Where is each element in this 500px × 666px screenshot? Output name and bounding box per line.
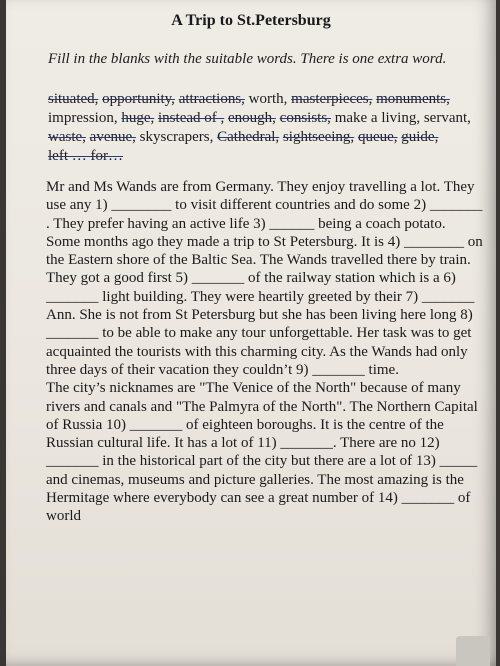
word-bank-item: masterpieces,	[291, 91, 373, 107]
word-bank-item: make a living,	[334, 110, 421, 126]
word-bank-item: Cathedral,	[217, 129, 280, 145]
paragraph: Mr and Ms Wands are from Germany. They enjoy travelling a lot. They use any 1) ________ to visit different countries and do some 2) _______ . They prefer having an active life 3) ______ being a coach potato.	[46, 179, 483, 232]
worksheet-page	[6, 0, 496, 666]
worksheet-title: A Trip to St.Petersburg	[171, 12, 331, 29]
word-bank-item: left … for…	[48, 148, 123, 164]
word-bank-item: instead of ,	[158, 110, 225, 126]
word-bank-item: guide,	[401, 129, 439, 145]
word-bank-item: consists,	[279, 110, 331, 126]
word-bank-item: huge,	[121, 110, 155, 126]
word-bank-item: monuments,	[376, 91, 450, 107]
word-bank	[48, 90, 488, 166]
paragraph: The city’s nicknames are "The Venice of the North" because of many rivers and canals and "The Palmyra of the North". The Northern Capital of Russia 10) _______ of eighteen boroughs. It is the centre of the Russian cultural life. It has a lot of 11) _______. There are no 12) _______ in the historical part of the city but there are a lot of 13) _____ and cinemas, museums and picture galleries. The most amazing is the Hermitage where everybody can see a great number of 14) _______ of world	[46, 380, 478, 525]
word-bank-item: impression,	[48, 110, 118, 126]
word-bank-item: skyscrapers,	[139, 129, 214, 145]
word-bank-item: worth,	[248, 91, 288, 107]
word-bank-item: servant,	[423, 110, 471, 126]
word-bank-item: opportunity,	[102, 91, 175, 107]
word-bank-item: situated,	[48, 91, 99, 107]
word-bank-item: enough,	[228, 110, 276, 126]
word-bank-item: attractions,	[178, 91, 245, 107]
word-bank-item: waste,	[48, 129, 86, 145]
word-bank-item: queue,	[357, 129, 398, 145]
page-corner	[456, 636, 490, 666]
word-bank-item: sightseeing,	[282, 129, 355, 145]
word-bank-item: avenue,	[89, 129, 136, 145]
paragraph: Some months ago they made a trip to St Petersburg. It is 4) ________ on the Eastern shore of the Baltic Sea. The Wands travelled there by train. They got a good first 5) _______ of the railway station which is a 6) _______ light building. They were heartily greeted by their 7) _______ Ann. She is not from St Petersburg but she has been living here long 8) _______ to be able to make any tour unforgettable. Her task was to get acquainted the tourists with this charming city. As the Wands had only three days of their vacation they couldn’t 9) _______ time.	[46, 233, 483, 378]
exercise-text	[46, 178, 484, 526]
instructions: Fill in the blanks with the suitable words. There is one extra word.	[48, 51, 447, 67]
